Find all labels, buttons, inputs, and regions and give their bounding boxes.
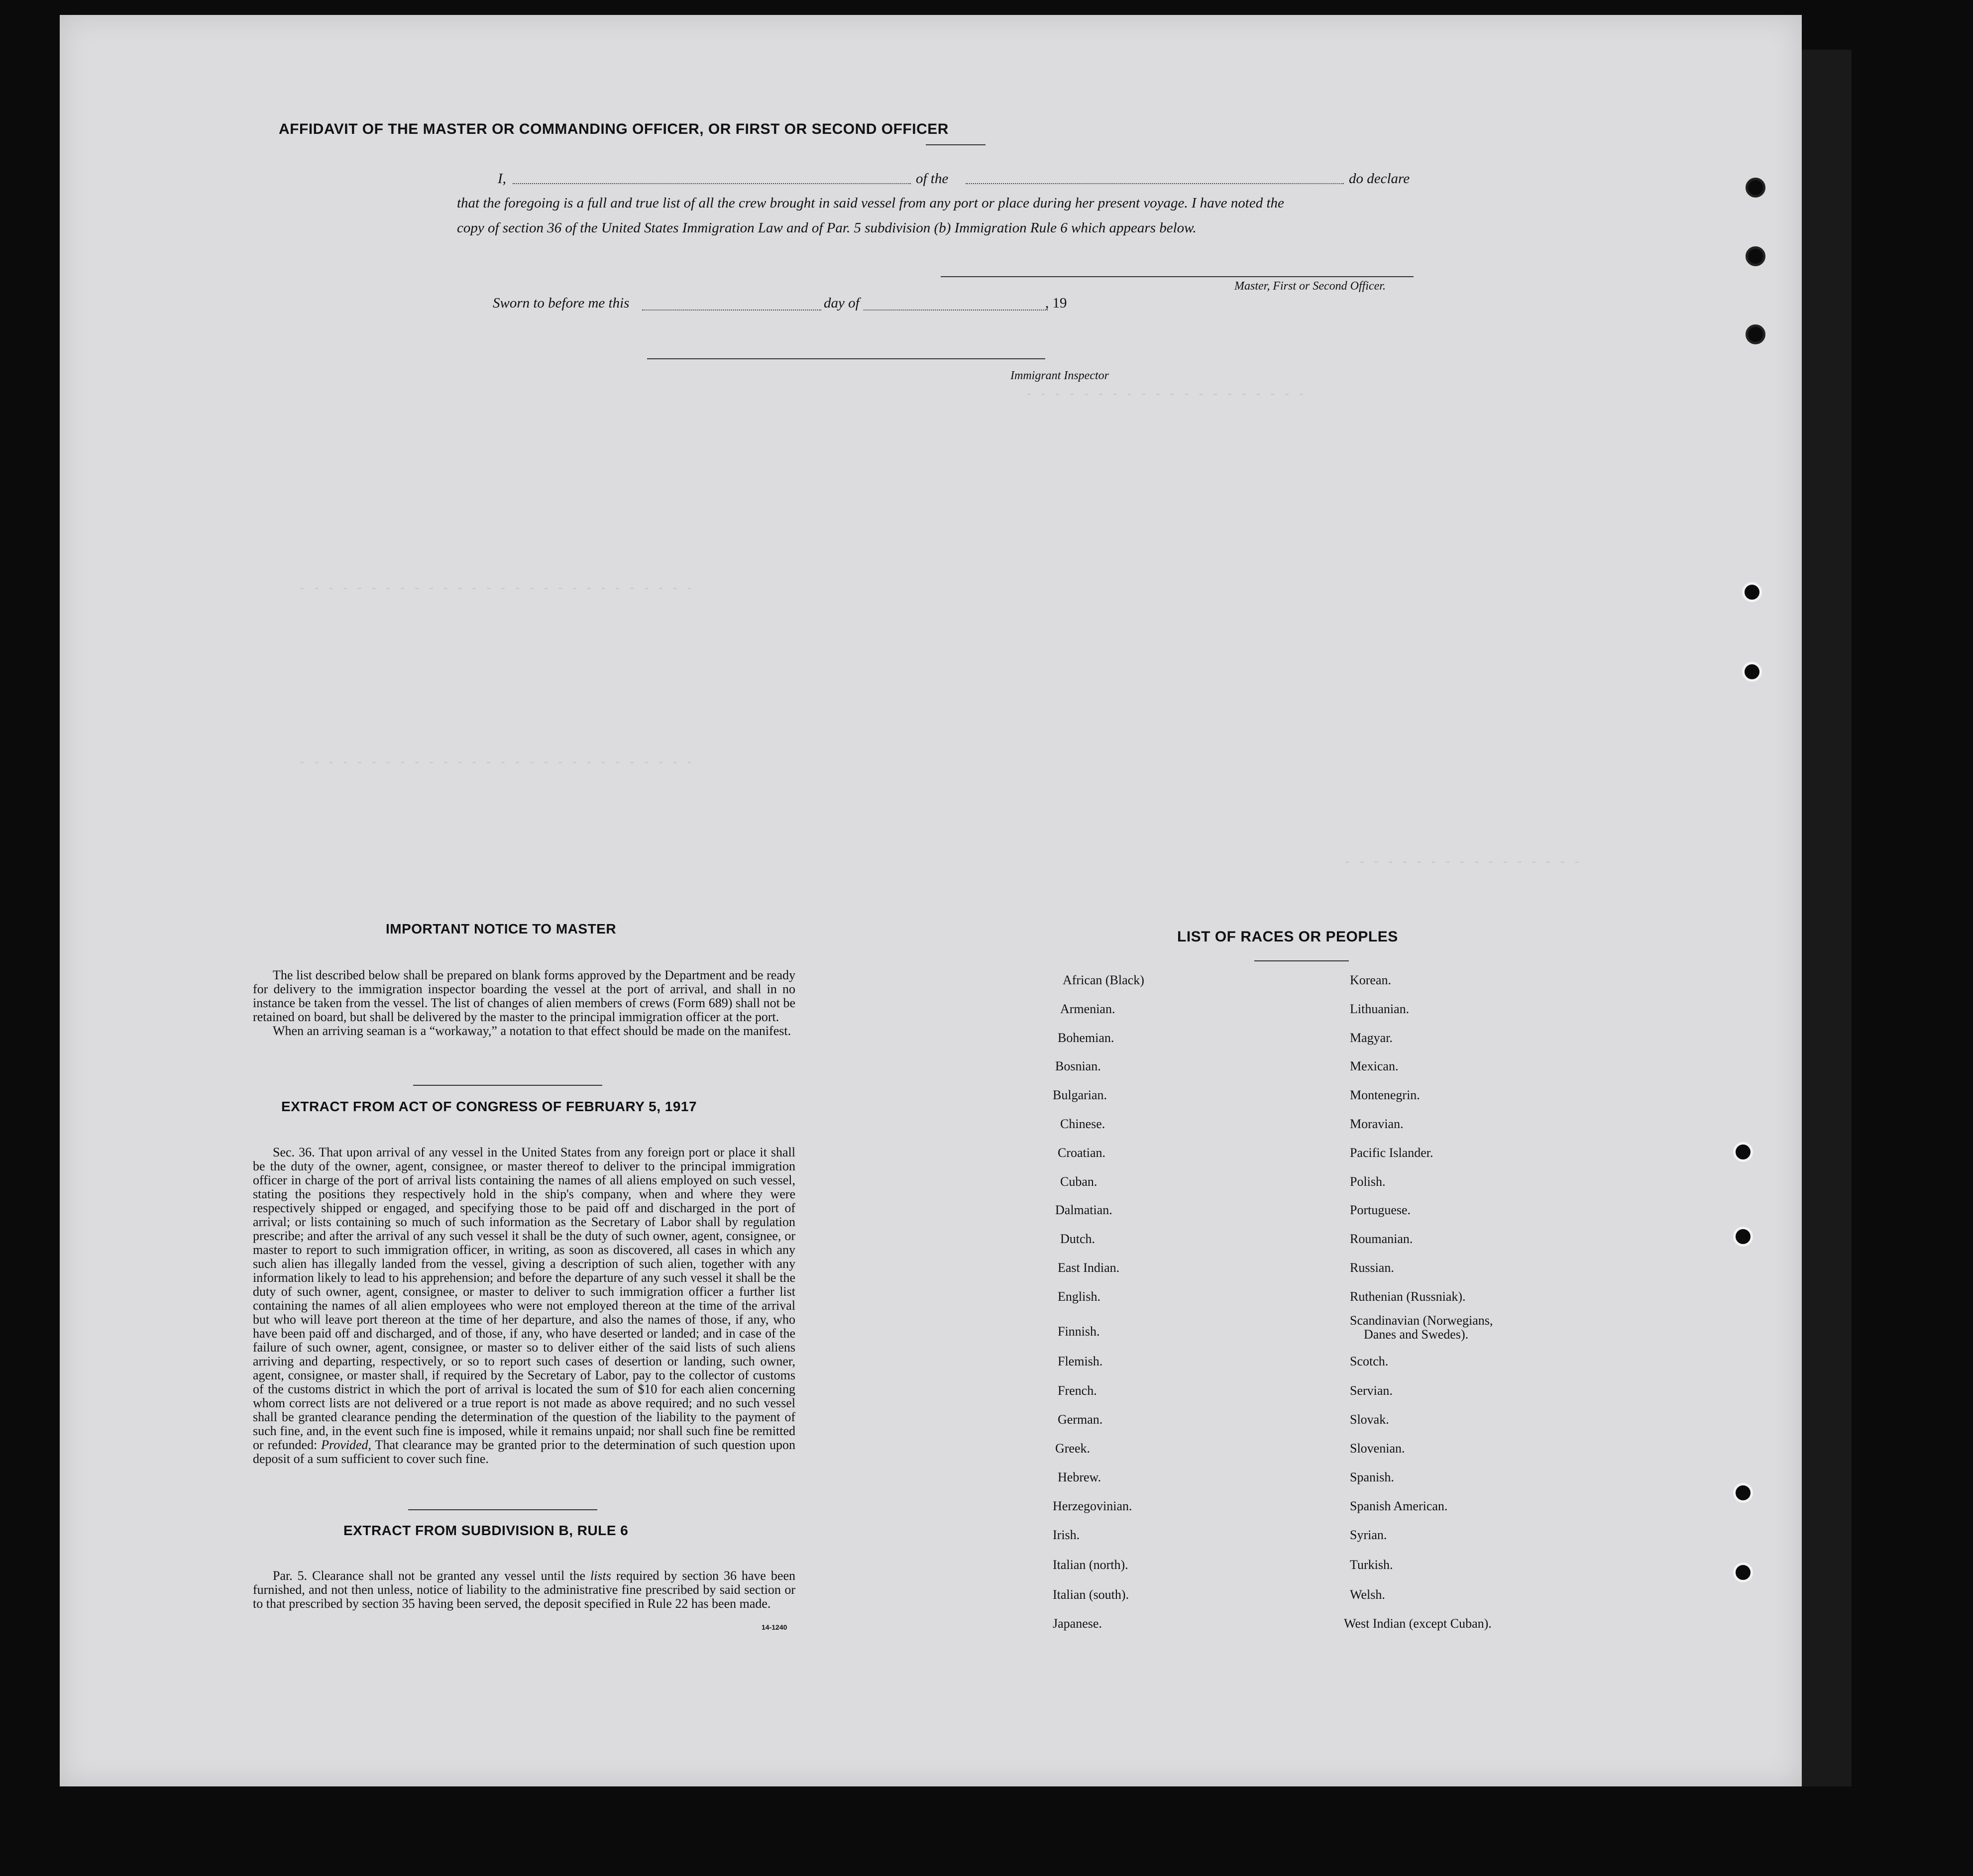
race-item: Russian.: [1350, 1260, 1394, 1275]
notice-paragraph-2: When an arriving seaman is a “workaway,” a notation to that effect should be made on the manifest.: [273, 1024, 791, 1038]
binder-hole: [1742, 582, 1762, 602]
affidavit-i-label: I,: [498, 171, 506, 187]
race-item: Scotch.: [1350, 1354, 1389, 1368]
race-item: Roumanian.: [1350, 1232, 1413, 1246]
race-item: Cuban.: [1060, 1174, 1097, 1189]
race-item: Armenian.: [1060, 1002, 1115, 1016]
race-item: Italian (north).: [1053, 1558, 1128, 1572]
race-item: Turkish.: [1350, 1558, 1393, 1572]
race-item: Italian (south).: [1053, 1587, 1129, 1602]
inspector-signature-caption: Immigrant Inspector: [1010, 369, 1109, 382]
race-item: Pacific Islander.: [1350, 1146, 1433, 1160]
race-item: Spanish.: [1350, 1470, 1394, 1484]
page-edge-shadow: [1802, 50, 1852, 1786]
race-item: Scandinavian (Norwegians,: [1350, 1313, 1493, 1328]
vessel-name-field[interactable]: [966, 183, 1344, 184]
rule-par-5: [253, 1569, 795, 1611]
race-item: Dalmatian.: [1055, 1203, 1112, 1217]
sworn-prefix: Sworn to before me this: [493, 295, 630, 311]
act-proviso-word: Provided,: [321, 1438, 371, 1452]
race-item: Bohemian.: [1058, 1031, 1114, 1045]
form-number: 14-1240: [762, 1623, 787, 1631]
race-item: Bulgarian.: [1053, 1088, 1107, 1102]
rule-lists-word: lists: [590, 1568, 611, 1583]
race-item: Finnish.: [1058, 1324, 1100, 1339]
race-item: Servian.: [1350, 1383, 1393, 1398]
sworn-month-field[interactable]: [864, 310, 1048, 311]
affidavit-of-the-label: of the: [916, 171, 949, 187]
race-item: Herzegovinian.: [1053, 1499, 1132, 1513]
race-item: Spanish American.: [1350, 1499, 1448, 1513]
affidavit-line-2: that the foregoing is a full and true list of all the crew brought in said vessel from any port or place during her present voyage. I have noted the: [457, 195, 1284, 211]
race-item: Portuguese.: [1350, 1203, 1411, 1217]
affidavit-divider: [926, 144, 986, 145]
bleed-through-text: - - - - - - - - - - - - - - - - - - - -: [1025, 388, 1305, 402]
races-title: LIST OF RACES OR PEOPLES: [1177, 929, 1398, 945]
affidavit-line-3: copy of section 36 of the United States Immigration Law and of Par. 5 subdivision (b) Immigration Rule 6 which appears below.: [457, 220, 1197, 236]
race-item: Ruthenian (Russniak).: [1350, 1289, 1466, 1304]
document-page: [60, 15, 1802, 1786]
race-item: Polish.: [1350, 1174, 1386, 1189]
binder-hole: [1742, 662, 1762, 682]
binder-hole: [1733, 1142, 1753, 1162]
act-section-36: [253, 1146, 795, 1466]
officer-name-field[interactable]: [513, 183, 911, 184]
race-item: Slovak.: [1350, 1412, 1389, 1427]
rule-extract-title: EXTRACT FROM SUBDIVISION B, RULE 6: [343, 1523, 629, 1538]
act-text-before-proviso: Sec. 36. That upon arrival of any vessel in the United States from any foreign port or place it shall be the duty of the owner, agent, consignee, or master thereof to deliver to the principal immigration officer in charge of the port of arrival lists containing the names of all aliens employed on such vessel, stating the positions they respectively hold in the ship's company, when and where they were respectively shipped or engaged, and specifying those to be paid off and discharged in the port of arrival; or lists containing so much of such information as the Secretary of Labor shall by regulation prescribe; and after the arrival of any such vessel it shall be the duty of such owner, agent, consignee, or master to report to such immigration officer, in writing, as soon as discovered, all cases in which any such alien has illegally landed from the vessel, giving a description of such alien, together with any information likely to lead to his apprehension; and before the departure of any such vessel it shall be the duty of such owner, agent, consignee, or master to deliver to such immigration officer a further list containing the names of all alien employees who were not employed thereon at the time of the arrival but who will leave port thereon at the time of her departure, and also the names of those, if any, who have been paid off and discharged, and of those, if any, who have deserted or landed; and in case of the failure of such owner, agent, consignee, or master so to deliver either of the said lists of such aliens arriving and departing, respectively, or so to report such cases of desertion or landing, such owner, agent, consignee, or master shall, if required by the Secretary of Labor, pay to the collector of customs of the customs district in which the port of arrival is located the sum of $10 for each alien concerning whom correct lists are not delivered or a true report is not made as above required; and no such vessel shall be granted clearance pending the determination of the question of the liability to the payment of such fine, and, in the event such fine is imposed, while it remains unpaid; nor shall such fine be remitted or refunded:: [253, 1145, 795, 1452]
act-text-after-proviso: That clearance may be granted prior to the determination of such question upon deposit of a sum sufficient to cover such fine.: [253, 1438, 796, 1466]
race-item: Bosnian.: [1055, 1059, 1101, 1073]
binder-hole: [1733, 1563, 1753, 1582]
affidavit-declare-label: do declare: [1349, 171, 1410, 187]
binder-hole: [1733, 1227, 1753, 1247]
bleed-through-text: - - - - - - - - - - - - - - - - -: [1344, 856, 1581, 869]
bleed-through-text: - - - - - - - - - - - - - - - - - - - - - - - - - - - -: [299, 756, 693, 770]
race-item: Mexican.: [1350, 1059, 1399, 1073]
race-item: Dutch.: [1060, 1232, 1096, 1246]
rule-text-before-lists: Par. 5. Clearance shall not be granted any vessel until the: [273, 1568, 585, 1583]
binder-hole: [1746, 178, 1765, 198]
binder-hole: [1746, 324, 1765, 344]
race-item: Montenegrin.: [1350, 1088, 1420, 1102]
affidavit-title: AFFIDAVIT OF THE MASTER OR COMMANDING OFFICER, OR FIRST OR SECOND OFFICER: [279, 121, 949, 137]
rule-text-after-lists: required by section 36 have been furnished, and not then unless, notice of liability to the administrative fine prescribed by said section or to that prescribed by section 35 having been served, the deposit specified in Rule 22 has been made.: [253, 1568, 796, 1611]
race-item: Korean.: [1350, 973, 1392, 987]
race-item: German.: [1058, 1412, 1103, 1427]
act-extract-body: [253, 1146, 795, 1466]
notice-body: [253, 968, 795, 1038]
sworn-day-field[interactable]: [642, 310, 821, 311]
race-item: Syrian.: [1350, 1528, 1387, 1542]
race-item: Flemish.: [1058, 1354, 1103, 1368]
binder-hole: [1746, 246, 1765, 266]
race-item: Japanese.: [1053, 1616, 1102, 1631]
race-item: Croatian.: [1058, 1146, 1106, 1160]
race-item: Hebrew.: [1058, 1470, 1101, 1484]
master-signature-line[interactable]: [941, 276, 1414, 277]
race-item: Greek.: [1055, 1441, 1091, 1456]
section-divider: [413, 1085, 602, 1086]
race-item: Irish.: [1053, 1528, 1080, 1542]
race-item: Lithuanian.: [1350, 1002, 1410, 1016]
race-item: Magyar.: [1350, 1031, 1393, 1045]
sworn-day-of-label: day of: [824, 295, 860, 311]
bleed-through-text: - - - - - - - - - - - - - - - - - - - - - - - - - - - -: [299, 582, 693, 596]
act-extract-title: EXTRACT FROM ACT OF CONGRESS OF FEBRUARY 5, 1917: [281, 1099, 697, 1114]
inspector-signature-line[interactable]: [647, 358, 1045, 359]
race-item: African (Black): [1063, 973, 1144, 987]
race-item: English.: [1058, 1289, 1100, 1304]
race-item: Danes and Swedes).: [1364, 1327, 1469, 1342]
race-item: Slovenian.: [1350, 1441, 1405, 1456]
section-divider: [408, 1509, 597, 1510]
master-signature-caption: Master, First or Second Officer.: [1234, 280, 1386, 293]
sworn-year-label: , 19: [1045, 295, 1067, 311]
notice-paragraph-1: The list described below shall be prepared on blank forms approved by the Department and be ready for delivery to the immigration inspector boarding the vessel at the port of arrival, and shall in no instance be taken from the vessel. The list of changes of alien members of crews (Form 689) shall not be retained on board, but shall be delivered by the master to the principal immigration officer at the port.: [253, 968, 795, 1024]
race-item: Moravian.: [1350, 1117, 1404, 1131]
notice-title: IMPORTANT NOTICE TO MASTER: [386, 921, 617, 937]
races-divider: [1254, 960, 1349, 961]
binder-hole: [1733, 1483, 1753, 1503]
race-item: West Indian (except Cuban).: [1344, 1616, 1492, 1631]
race-item: Chinese.: [1060, 1117, 1105, 1131]
race-item: French.: [1058, 1383, 1097, 1398]
race-item: Welsh.: [1350, 1587, 1385, 1602]
race-item: East Indian.: [1058, 1260, 1120, 1275]
rule-extract-body: [253, 1569, 795, 1611]
